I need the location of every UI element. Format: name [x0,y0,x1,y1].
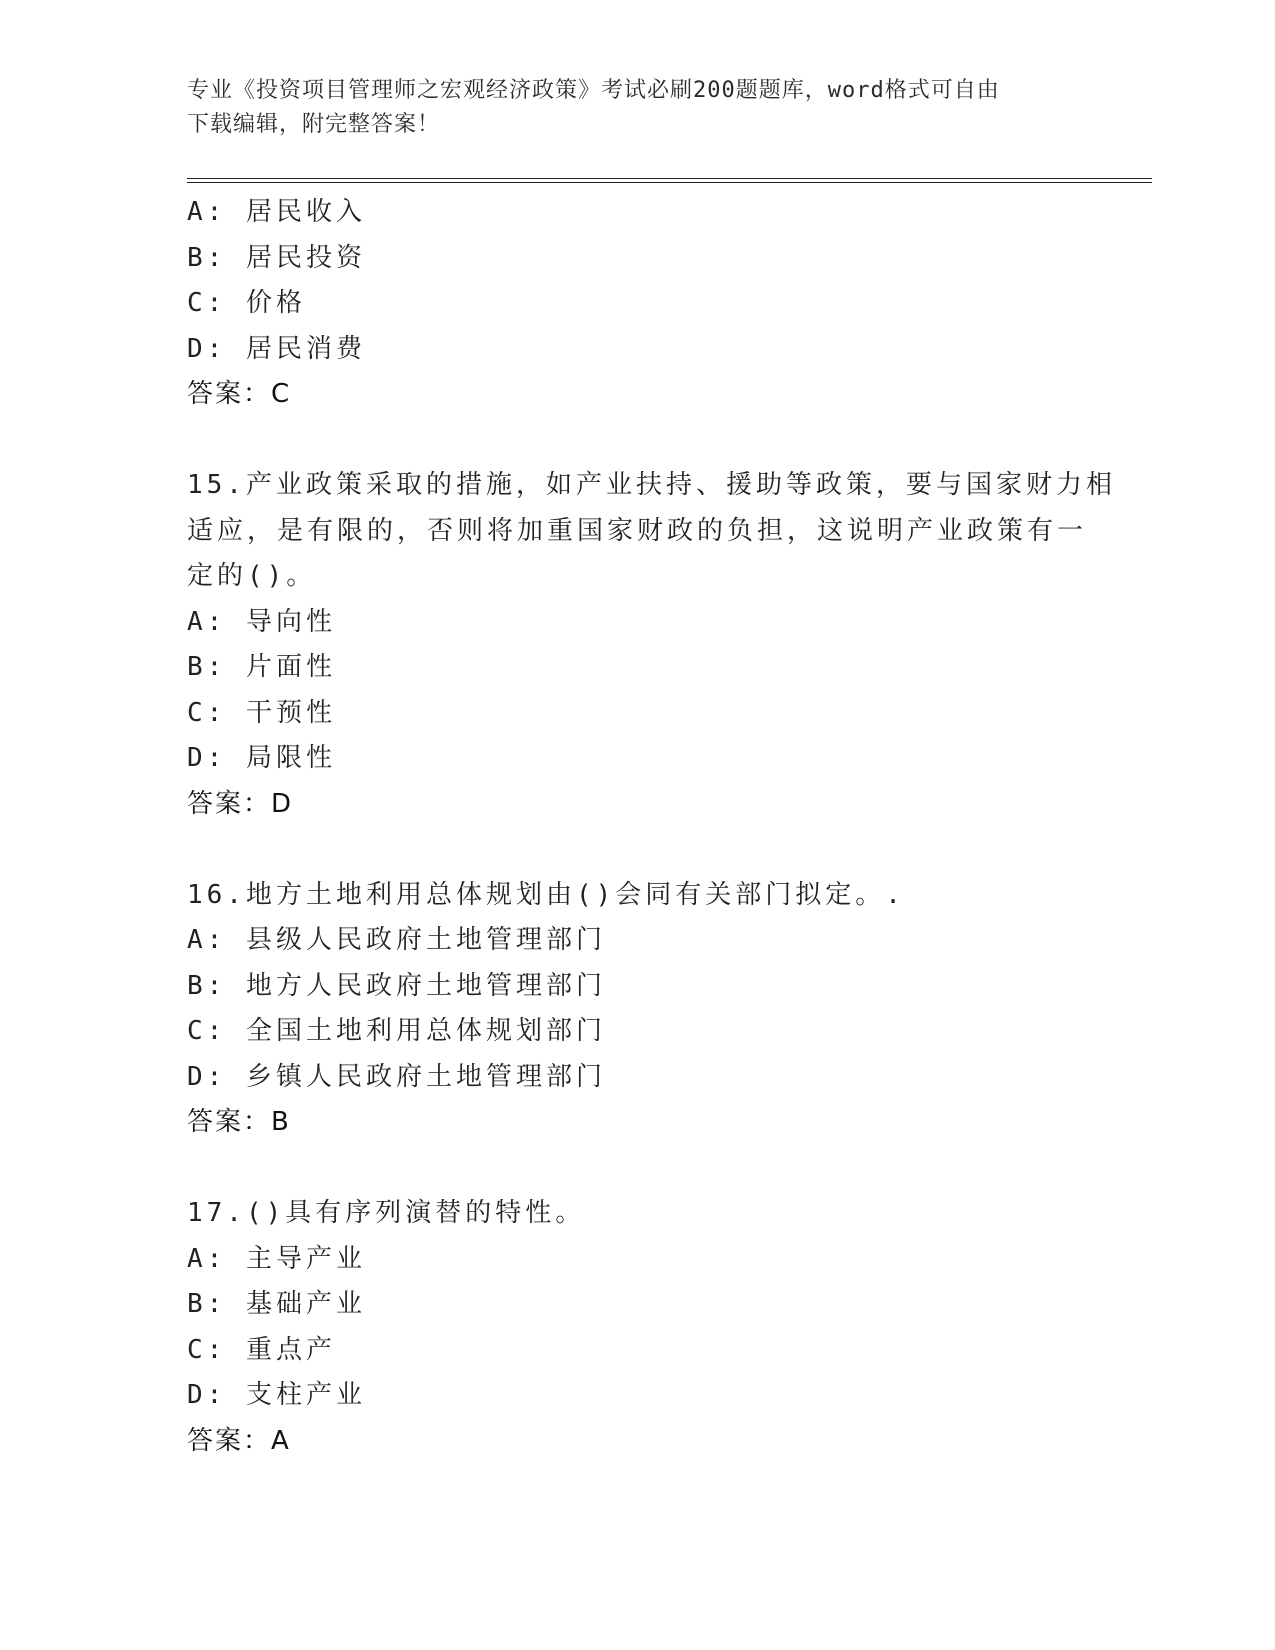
spacer [187,418,1087,464]
question-block-17 [187,1191,1087,1464]
question-text-line: 16.地方土地利用总体规划由()会同有关部门拟定。. [187,879,905,910]
question-block-16 [187,873,1087,1146]
header-line-2: 下载编辑，附完整答案！ [187,112,441,137]
question-list [187,190,1116,1464]
spacer [187,827,1087,873]
question-text-line: 适应，是有限的，否则将加重国家财政的负担，这说明产业政策有一 [187,515,1088,546]
option-a: A: 县级人民政府土地管理部门 [187,925,606,955]
question-text-line: 定的()。 [187,561,317,591]
option-b: B: 片面性 [187,652,336,682]
option-d: D: 局限性 [187,743,336,773]
option-d: D: 支柱产业 [187,1380,366,1410]
option-c: C: 干预性 [187,697,336,728]
answer-line: 答案：A [187,1425,291,1456]
option-a: A: 主导产业 [187,1243,366,1274]
option-a: A: 导向性 [187,606,336,637]
option-b: B: 地方人民政府土地管理部门 [187,970,606,1001]
option-d: D: 居民消费 [187,333,366,364]
question-text-line: 17.()具有序列演替的特性。 [187,1198,586,1228]
option-d: D: 乡镇人民政府土地管理部门 [187,1061,606,1092]
option-c: C: 价格 [187,288,306,318]
option-c: C: 重点产 [187,1334,336,1365]
header-line-1: 专业《投资项目管理师之宏观经济政策》考试必刷200题题库，word格式可自由 [187,78,1000,103]
question-block-15 [187,463,1116,827]
answer-line: 答案：D [187,788,294,819]
option-a: A: 居民收入 [187,197,366,227]
answer-line: 答案：B [187,1107,291,1137]
option-b: B: 居民投资 [187,242,366,273]
option-b: B: 基础产业 [187,1289,366,1319]
answer-line: 答案：C [187,379,292,409]
spacer [187,1146,1087,1192]
header-divider-top [187,178,1152,179]
header-divider-bottom [187,182,1152,183]
option-c: C: 全国土地利用总体规划部门 [187,1016,606,1046]
question-text-line: 15.产业政策采取的措施，如产业扶持、援助等政策，要与国家财力相 [187,470,1116,500]
question-block-14 [187,190,1087,418]
document-header [187,74,1067,142]
